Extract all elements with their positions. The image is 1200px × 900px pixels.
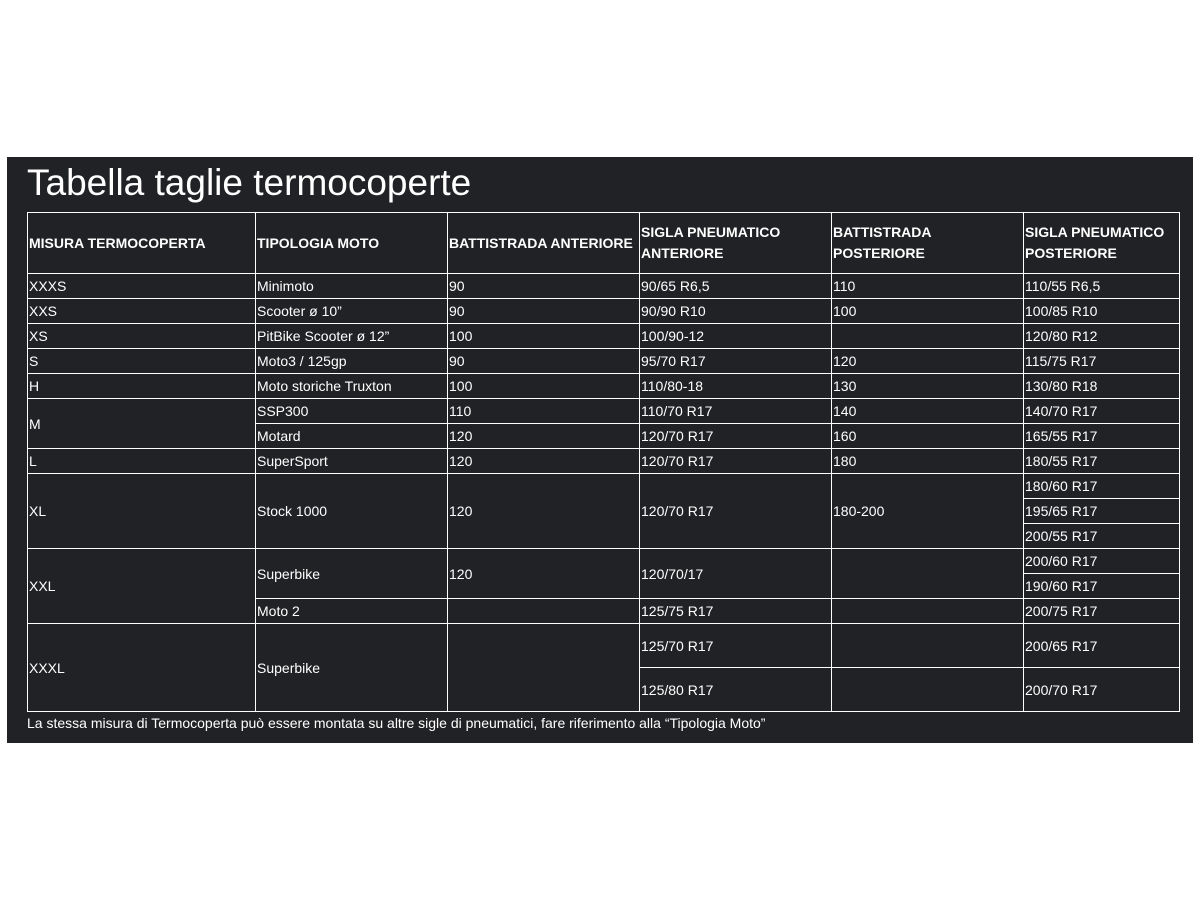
cell-misura: M	[28, 399, 256, 449]
table-row	[28, 374, 1180, 399]
size-chart-panel	[7, 157, 1193, 743]
table-row	[28, 474, 1180, 499]
cell-tipologia: Moto 2	[256, 599, 448, 624]
cell-sigla-anteriore: 120/70 R17	[640, 449, 832, 474]
table-row	[28, 299, 1180, 324]
cell-sigla-anteriore: 125/80 R17	[640, 668, 832, 712]
cell-sigla-posteriore: 100/85 R10	[1024, 299, 1180, 324]
cell-sigla-anteriore: 120/70 R17	[640, 424, 832, 449]
cell-misura: XXS	[28, 299, 256, 324]
cell-battistrada-posteriore: 120	[832, 349, 1024, 374]
cell-battistrada-anteriore: 120	[448, 449, 640, 474]
cell-battistrada-posteriore: 110	[832, 274, 1024, 299]
cell-tipologia: SSP300	[256, 399, 448, 424]
cell-battistrada-posteriore: 100	[832, 299, 1024, 324]
cell-battistrada-anteriore: 100	[448, 324, 640, 349]
cell-sigla-posteriore: 180/60 R17	[1024, 474, 1180, 499]
cell-tipologia: Moto3 / 125gp	[256, 349, 448, 374]
cell-battistrada-posteriore	[832, 549, 1024, 599]
cell-battistrada-anteriore: 120	[448, 549, 640, 599]
cell-sigla-anteriore: 120/70 R17	[640, 474, 832, 549]
cell-sigla-anteriore: 110/80-18	[640, 374, 832, 399]
cell-battistrada-posteriore	[832, 668, 1024, 712]
table-row	[28, 399, 1180, 424]
cell-tipologia: Stock 1000	[256, 474, 448, 549]
cell-battistrada-posteriore: 140	[832, 399, 1024, 424]
cell-sigla-anteriore: 125/70 R17	[640, 624, 832, 668]
cell-sigla-anteriore: 90/65 R6,5	[640, 274, 832, 299]
cell-misura: H	[28, 374, 256, 399]
cell-battistrada-posteriore: 160	[832, 424, 1024, 449]
cell-sigla-posteriore: 200/60 R17	[1024, 549, 1180, 574]
cell-sigla-posteriore: 120/80 R12	[1024, 324, 1180, 349]
cell-tipologia: Minimoto	[256, 274, 448, 299]
cell-misura: XXL	[28, 549, 256, 624]
cell-battistrada-posteriore	[832, 599, 1024, 624]
cell-sigla-anteriore: 100/90-12	[640, 324, 832, 349]
cell-misura: XL	[28, 474, 256, 549]
cell-misura: L	[28, 449, 256, 474]
cell-misura: XXXL	[28, 624, 256, 712]
cell-tipologia: Motard	[256, 424, 448, 449]
cell-battistrada-posteriore: 180	[832, 449, 1024, 474]
table-row	[28, 449, 1180, 474]
cell-battistrada-anteriore	[448, 624, 640, 712]
cell-sigla-anteriore: 110/70 R17	[640, 399, 832, 424]
cell-battistrada-anteriore	[448, 599, 640, 624]
cell-sigla-posteriore: 180/55 R17	[1024, 449, 1180, 474]
cell-sigla-anteriore: 90/90 R10	[640, 299, 832, 324]
cell-sigla-posteriore: 130/80 R18	[1024, 374, 1180, 399]
cell-battistrada-posteriore	[832, 324, 1024, 349]
cell-sigla-posteriore: 140/70 R17	[1024, 399, 1180, 424]
cell-battistrada-anteriore: 90	[448, 299, 640, 324]
cell-sigla-posteriore: 195/65 R17	[1024, 499, 1180, 524]
cell-sigla-anteriore: 95/70 R17	[640, 349, 832, 374]
header-tipologia: TIPOLOGIA MOTO	[256, 213, 448, 274]
cell-tipologia: PitBike Scooter ø 12”	[256, 324, 448, 349]
header-battistrada-anteriore: BATTISTRADA ANTERIORE	[448, 213, 640, 274]
header-misura: MISURA TERMOCOPERTA	[28, 213, 256, 274]
cell-battistrada-anteriore: 100	[448, 374, 640, 399]
cell-battistrada-anteriore: 110	[448, 399, 640, 424]
table-row	[28, 549, 1180, 574]
cell-battistrada-posteriore: 180-200	[832, 474, 1024, 549]
cell-sigla-posteriore: 200/70 R17	[1024, 668, 1180, 712]
cell-sigla-posteriore: 200/55 R17	[1024, 524, 1180, 549]
header-sigla-posteriore: SIGLA PNEUMATICO POSTERIORE	[1024, 213, 1180, 274]
cell-battistrada-anteriore: 90	[448, 274, 640, 299]
cell-tipologia: Moto storiche Truxton	[256, 374, 448, 399]
cell-battistrada-posteriore: 130	[832, 374, 1024, 399]
cell-tipologia: Superbike	[256, 549, 448, 599]
cell-battistrada-posteriore	[832, 624, 1024, 668]
header-sigla-anteriore: SIGLA PNEUMATICO ANTERIORE	[640, 213, 832, 274]
cell-tipologia: Superbike	[256, 624, 448, 712]
table-header-row	[28, 213, 1180, 274]
cell-battistrada-anteriore: 120	[448, 474, 640, 549]
table-row	[28, 274, 1180, 299]
cell-battistrada-anteriore: 90	[448, 349, 640, 374]
cell-sigla-posteriore: 110/55 R6,5	[1024, 274, 1180, 299]
table-row	[28, 624, 1180, 668]
cell-sigla-posteriore: 190/60 R17	[1024, 574, 1180, 599]
table-row	[28, 349, 1180, 374]
size-table	[27, 212, 1180, 712]
cell-sigla-posteriore: 200/65 R17	[1024, 624, 1180, 668]
cell-misura: XXXS	[28, 274, 256, 299]
cell-tipologia: SuperSport	[256, 449, 448, 474]
cell-sigla-posteriore: 200/75 R17	[1024, 599, 1180, 624]
table-row	[28, 324, 1180, 349]
cell-misura: XS	[28, 324, 256, 349]
cell-battistrada-anteriore: 120	[448, 424, 640, 449]
cell-sigla-posteriore: 165/55 R17	[1024, 424, 1180, 449]
header-battistrada-posteriore: BATTISTRADA POSTERIORE	[832, 213, 1024, 274]
footnote: La stessa misura di Termocoperta può essere montata su altre sigle di pneumatici, fare riferimento alla “Tipologia Moto”	[27, 715, 766, 731]
page-title: Tabella taglie termocoperte	[27, 162, 472, 203]
cell-sigla-anteriore: 125/75 R17	[640, 599, 832, 624]
cell-misura: S	[28, 349, 256, 374]
cell-sigla-posteriore: 115/75 R17	[1024, 349, 1180, 374]
cell-sigla-anteriore: 120/70/17	[640, 549, 832, 599]
cell-tipologia: Scooter ø 10”	[256, 299, 448, 324]
